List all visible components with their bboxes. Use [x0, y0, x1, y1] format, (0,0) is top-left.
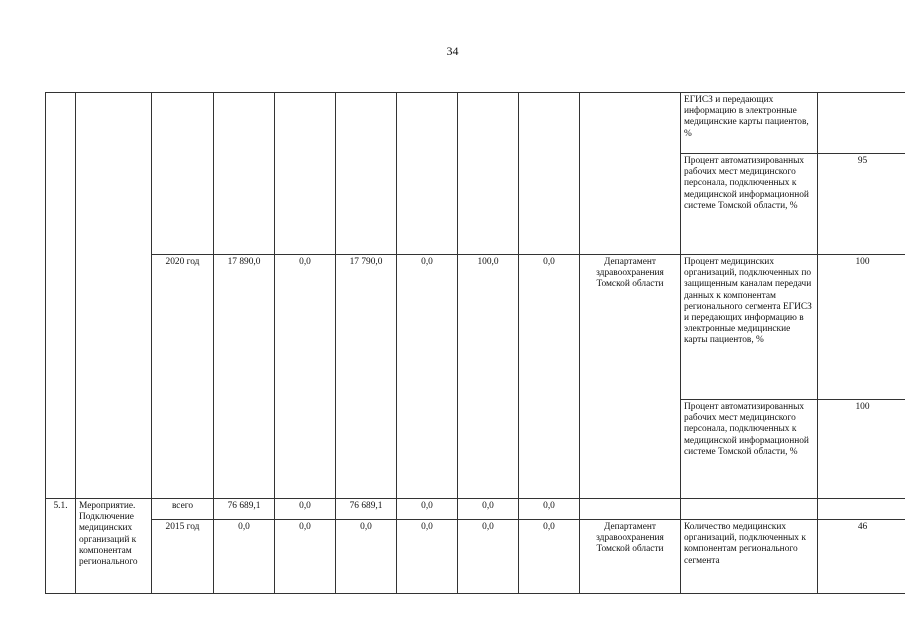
indicator-cell: Процент автоматизированных рабочих мест медицинского персонала, подключенных к медицинской информационной системе Томской области, % — [681, 400, 818, 499]
program-table — [45, 92, 905, 594]
local-cell: 0,0 — [397, 520, 458, 594]
indicator-value: 100 — [818, 255, 905, 400]
indicator-cell: Процент медицинских организаций, подключенных по защищенным каналам передачи данных к компонентам регионального сегмента ЕГИСЗ и передающих информацию в электронные медицинские карты пациентов, % — [681, 255, 818, 400]
item-number: 5.1. — [46, 499, 76, 594]
cell-num-empty — [46, 93, 76, 499]
page-number: 34 — [446, 44, 459, 58]
table-row — [46, 255, 905, 400]
local-cell: 0,0 — [397, 255, 458, 499]
year-cell: 2015 год — [152, 520, 214, 594]
federal-cell: 0,0 — [275, 520, 336, 594]
indicator-value: 46 — [818, 520, 905, 594]
federal-cell: 0,0 — [275, 255, 336, 499]
local-cell: 0,0 — [397, 499, 458, 520]
cell-executor-empty — [580, 93, 681, 255]
regional-cell: 76 689,1 — [336, 499, 397, 520]
cell-year-empty — [152, 93, 214, 255]
table-row — [46, 520, 905, 594]
regional-cell: 0,0 — [336, 520, 397, 594]
year-cell: 2020 год — [152, 255, 214, 499]
table-row — [46, 93, 905, 154]
table-row — [46, 499, 905, 520]
indicator-cell — [681, 499, 818, 520]
indicator-cell: ЕГИСЗ и передающих информацию в электронные медицинские карты пациентов, % — [681, 93, 818, 154]
executor-cell: Департамент здравоохранения Томской области — [580, 520, 681, 594]
total-cell: 17 890,0 — [214, 255, 275, 499]
federal-cell: 0,0 — [275, 499, 336, 520]
indicator-cell: Количество медицинских организаций, подключенных к компонентам регионального сегмента — [681, 520, 818, 594]
indicator-value — [818, 499, 905, 520]
extra-cell: 0,0 — [519, 255, 580, 499]
extra-cell: 0,0 — [519, 499, 580, 520]
cell-name-empty — [76, 93, 152, 499]
indicator-value: 95 — [818, 154, 905, 255]
indicator-value: 100 — [818, 400, 905, 499]
total-cell: 76 689,1 — [214, 499, 275, 520]
year-cell: всего — [152, 499, 214, 520]
extra-cell: 0,0 — [519, 520, 580, 594]
indicator-value — [818, 93, 905, 154]
regional-cell: 17 790,0 — [336, 255, 397, 499]
other-cell: 0,0 — [458, 499, 519, 520]
executor-cell: Департамент здравоохранения Томской области — [580, 255, 681, 499]
total-cell: 0,0 — [214, 520, 275, 594]
item-name: Мероприятие. Подключение медицинских организаций к компонентам регионального — [76, 499, 152, 594]
other-cell: 0,0 — [458, 520, 519, 594]
other-cell: 100,0 — [458, 255, 519, 499]
executor-cell — [580, 499, 681, 520]
indicator-cell: Процент автоматизированных рабочих мест медицинского персонала, подключенных к медицинской информационной системе Томской области, % — [681, 154, 818, 255]
